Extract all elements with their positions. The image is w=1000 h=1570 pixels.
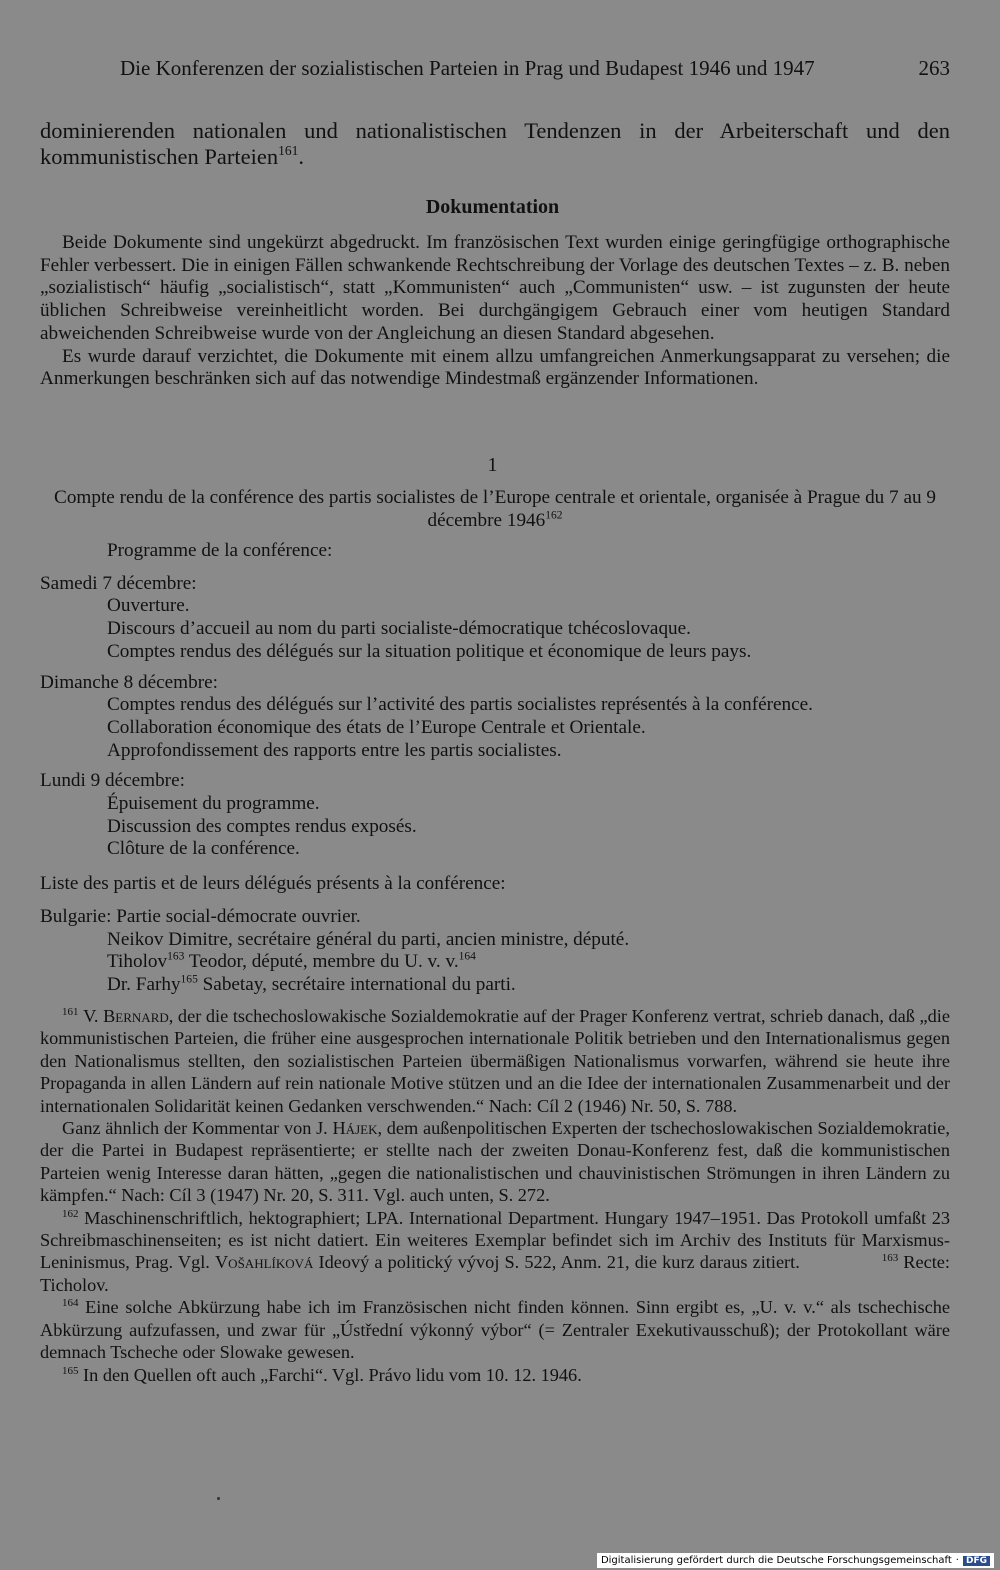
- delegate-text: Sabetay, secrétaire international du parti.: [197, 973, 516, 995]
- footnote-number: 163: [881, 1252, 899, 1265]
- list-item: Comptes rendus des délégués sur la situation politique et économique de leurs pays.: [107, 640, 752, 662]
- programme-heading: Programme de la conférence:: [107, 540, 333, 561]
- programme-day: [40, 672, 950, 763]
- footnote-164: [40, 1296, 950, 1363]
- delegate-line: [40, 974, 950, 997]
- list-item: Comptes rendus des délégués sur l’activité des partis socialistes représentés à la conférence.: [107, 694, 813, 716]
- delegates-heading: Liste des partis et de leurs délégués présents à la conférence:: [40, 873, 506, 895]
- section-title: Dokumentation: [425, 196, 560, 218]
- footnote-163-text: Recte: Ticholov.: [40, 1252, 951, 1295]
- dfg-logo: DFG: [963, 1556, 990, 1566]
- programme-day: [40, 573, 950, 664]
- footnote-author: Hájek: [332, 1118, 378, 1139]
- credit-text: Digitalisierung gefördert durch die Deutsche Forschungsgemeinschaft: [600, 1555, 952, 1566]
- footnote-text: , der die tschechoslowakische Sozialdemokratie auf der Prager Konferenz vertrat, schrieb danach, daß „die kommunistischen Parteien, die früher eine ausgesprochen internationale Politik betrieben und den Internationalismus gegen den Nationalismus stellten, den sozialistischen Parteien übermäßigen Nationalismus vorwarfen, während sie heute ihre Propaganda in allen Ländern auf rein nationale Motive stützen und an die Idee der internationalen Zusammenarbeit und der internationalen Solidarität keinen Gedanken verschwenden.“ Nach: Cíl 2 (1946) Nr. 50, S. 788.: [40, 1006, 950, 1116]
- intro-text: dominierenden nationalen und nationalistischen Tendenzen in der Arbeiterschaft und den kommunistischen Parteien: [40, 118, 950, 169]
- delegates-country: Bulgarie: Partie social-démocrate ouvrier.: [40, 905, 361, 927]
- delegate-line: Neikov Dimitre, secrétaire général du parti, ancien ministre, député.: [107, 928, 630, 950]
- documentation-paragraph-1: Beide Dokumente sind ungekürzt abgedruckt. Im französischen Text wurden einige geringfügige orthographische Fehler verbessert. Die in einigen Fällen schwankende Rechtschreibung der Vorlage des deutschen Textes – z. B. neben „sozialistisch“ häufig „socialistisch“, statt „Kommunisten“ auch „Communisten“ usw. – ist zugunsten der heute üblichen Schreibweise vereinheitlicht worden. Bei durchgängigem Gebrauch einer vom heutigen Standard abweichenden Schreibweise wurde von der Angleichung an diesen Standard abgesehen.: [40, 232, 950, 344]
- footnote-ref-165: 165: [180, 973, 198, 986]
- footnote-author: V. Bernard: [83, 1006, 169, 1026]
- page-number: 263: [918, 56, 950, 80]
- list-item: Ouverture.: [107, 595, 190, 617]
- footnote-ref-164: 164: [458, 950, 476, 963]
- intro-period: .: [298, 144, 304, 169]
- footnote-162: [40, 1207, 950, 1297]
- programme-day: [40, 770, 950, 861]
- document-number: 1: [487, 454, 498, 476]
- footnote-ref-161: 161: [278, 143, 299, 159]
- footnote-161-continued: [40, 1117, 950, 1207]
- footnote-text: Eine solche Abkürzung habe ich im Französischen nicht finden können. Sinn ergibt es, „U. v. v.“ als tschechische Abkürzung aufzufassen, und zwar für „Ústřední výkonný výbor“ (= Zentraler Exekutivausschuß); der Protokollant wäre demnach Tscheche oder Slowake gewesen.: [40, 1297, 950, 1363]
- delegate-text: Teodor, député, membre du U. v. v.: [184, 951, 459, 973]
- footnote-number: 165: [62, 1364, 79, 1377]
- footnote-text: Ideový a politický vývoj S. 522, Anm. 21, die kurz daraus zitiert.: [313, 1252, 800, 1273]
- footnote-ref-162: 162: [545, 509, 563, 522]
- running-head: [120, 56, 950, 81]
- delegate-name: Dr. Farhy: [107, 973, 181, 995]
- footnote-text: Ganz ähnlich der Kommentar von J.: [62, 1118, 333, 1139]
- intro-paragraph: [40, 118, 950, 170]
- footnote-ref-163: 163: [167, 950, 185, 963]
- document-title-text: Compte rendu de la conférence des partis socialistes de l’Europe centrale et orientale, organisée à Prague du 7 au 9 décembre 1946: [54, 487, 936, 531]
- day-label: Samedi 7 décembre:: [40, 572, 197, 594]
- credit-separator: ·: [955, 1555, 959, 1566]
- list-item: Épuisement du programme.: [107, 793, 320, 815]
- running-title: Die Konferenzen der sozialistischen Parteien in Prag und Budapest 1946 und 1947: [120, 56, 815, 80]
- footnote-author: Vošahlíková: [214, 1252, 314, 1273]
- document-title: [40, 487, 950, 532]
- list-item: Discours d’accueil au nom du parti socialiste-démocratique tchécoslovaque.: [107, 618, 691, 640]
- footnotes: [40, 1005, 950, 1386]
- list-item: Collaboration économique des états de l’Europe Centrale et Orientale.: [107, 716, 646, 738]
- delegate-name: Tiholov: [107, 951, 168, 973]
- footnote-number: 161: [62, 1005, 79, 1018]
- footnote-text: , dem außenpolitischen Experten der tschechoslowakischen Sozialdemokratie, der die Partei in Budapest repräsentierte; er stellte nach der zweiten Donau-Konferenz fest, daß die kommunistischen Parteien wenig Interesse daran hätten, „gegen die nationalistischen und chauvinistischen Strömungen in ihren Ländern zu kämpfen.“ Nach: Cíl 3 (1947) Nr. 20, S. 311. Vgl. auch unten, S. 272.: [40, 1118, 950, 1206]
- list-item: Clôture de la conférence.: [107, 838, 300, 860]
- footnote-165: [40, 1364, 950, 1386]
- list-item: Discussion des comptes rendus exposés.: [107, 815, 417, 837]
- footnote-number: 162: [62, 1207, 79, 1220]
- footnote-number: 164: [62, 1297, 79, 1310]
- scan-speck: [217, 1497, 220, 1500]
- footnote-text: In den Quellen oft auch „Farchi“. Vgl. Právo lidu vom 10. 12. 1946.: [78, 1364, 582, 1385]
- day-label: Lundi 9 décembre:: [40, 770, 185, 792]
- day-label: Dimanche 8 décembre:: [40, 671, 218, 693]
- list-item: Approfondissement des rapports entre les partis socialistes.: [107, 739, 562, 761]
- footnote-text: Maschinenschriftlich, hektographiert; LPA. International Department. Hungary 1947–1951. Das Protokoll umfaßt 23 Schreibmaschinenseiten; es ist nicht datiert. Ein weiteres Exemplar befindet sich im Archiv des Instituts für Marxismus-Leninismus, Prag. Vgl.: [40, 1207, 950, 1273]
- digitization-credit: [597, 1553, 994, 1568]
- programme: [40, 540, 950, 997]
- delegate-line: [40, 951, 950, 974]
- footnote-161: [40, 1005, 950, 1117]
- documentation-paragraph-2: Es wurde darauf verzichtet, die Dokumente mit einem allzu umfangreichen Anmerkungsapparat zu versehen; die Anmerkungen beschränken sich auf das notwendige Mindestmaß ergänzender Informationen.: [40, 345, 950, 390]
- documentation-text: [40, 232, 950, 391]
